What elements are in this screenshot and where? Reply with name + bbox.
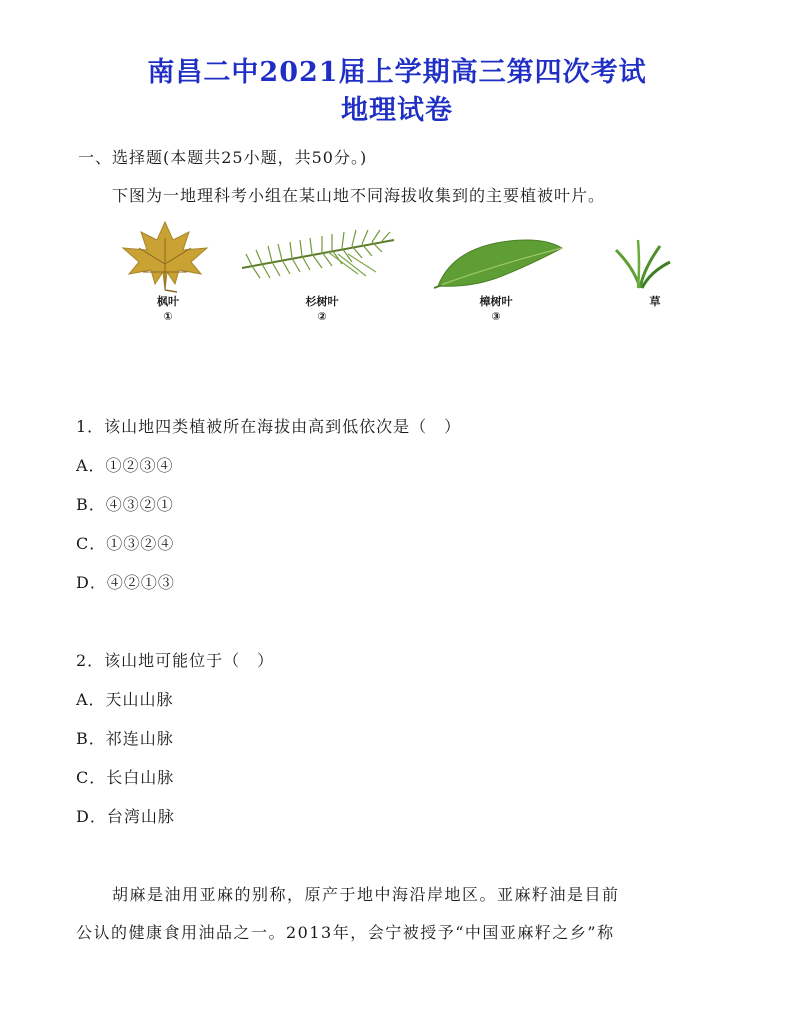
leaf-number-2: ②	[317, 310, 327, 323]
passage-line-2: 公认的健康食用油品之一。2013年，会宁被授予“中国亚麻籽之乡”称	[76, 923, 615, 942]
intro-text: 下图为一地理科考小组在某山地不同海拔收集到的主要植被叶片。	[112, 186, 606, 205]
question-2-option-b[interactable]: B．祁连山脉	[76, 729, 174, 748]
fir-branch-icon	[238, 224, 398, 286]
question-1-option-b[interactable]: B．④③②①	[76, 495, 174, 514]
question-1-stem: 1．该山地四类植被所在海拔由高到低依次是（ ）	[76, 417, 462, 436]
leaf-label-fir: 杉树叶	[305, 295, 339, 308]
grass-icon	[610, 238, 674, 290]
leaf-number-3: ③	[491, 310, 501, 323]
maple-leaf-icon	[115, 218, 215, 293]
question-1-option-a[interactable]: A．①②③④	[76, 456, 174, 475]
leaf-label-maple: 枫叶	[157, 295, 179, 308]
exam-subtitle: 地理试卷	[341, 95, 453, 126]
leaf-label-camphor: 樟树叶	[479, 295, 513, 308]
passage-line-1: 胡麻是油用亚麻的别称，原产于地中海沿岸地区。亚麻籽油是目前	[112, 885, 620, 904]
leaf-label-grass: 草	[649, 295, 661, 308]
question-1-option-d[interactable]: D．④②①③	[76, 573, 175, 592]
camphor-leaf-icon	[432, 230, 567, 292]
section-heading: 一、选择题(本题共25小题，共50分。)	[78, 148, 368, 167]
leaf-number-1: ①	[163, 310, 173, 323]
question-2-option-a[interactable]: A．天山山脉	[76, 690, 174, 709]
question-2-option-c[interactable]: C．长白山脉	[76, 768, 175, 787]
question-2-option-d[interactable]: D．台湾山脉	[76, 807, 175, 826]
question-1-option-c[interactable]: C．①③②④	[76, 534, 175, 553]
question-2-stem: 2．该山地可能位于（ ）	[76, 651, 275, 670]
exam-title: 南昌二中2021届上学期高三第四次考试	[147, 57, 647, 88]
